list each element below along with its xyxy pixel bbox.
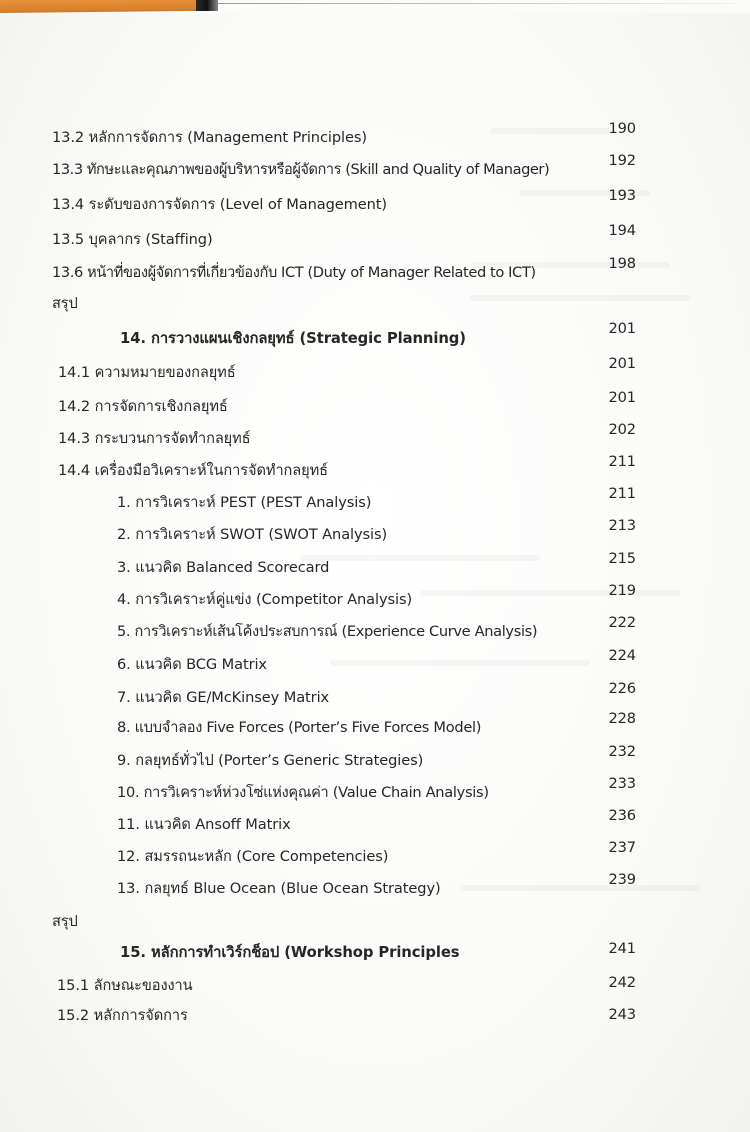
toc-entry-page: 201 <box>608 320 636 337</box>
toc-entry-label: 6. แนวคิด BCG Matrix <box>117 656 267 673</box>
toc-chapter-label: 14. การวางแผนเชิงกลยุทธ์ (Strategic Planning) <box>120 330 466 347</box>
toc-entry-label: 14.1 ความหมายของกลยุทธ์ <box>58 364 236 381</box>
toc-entry-page: 211 <box>608 453 636 470</box>
page-top-edge <box>218 3 738 4</box>
toc-entry[interactable] <box>0 187 750 221</box>
toc-entry[interactable] <box>0 255 750 289</box>
toc-summary[interactable] <box>0 292 750 320</box>
toc-entry[interactable] <box>0 453 750 487</box>
toc-entry-label: 13.6 หน้าที่ของผู้จัดการที่เกี่ยวข้องกับ ICT (Duty of Manager Related to ICT) <box>52 264 536 281</box>
toc-entry-page: 215 <box>608 550 636 567</box>
toc-entry-page: 237 <box>608 839 636 856</box>
toc-entry-label: 5. การวิเคราะห์เส้นโค้งประสบการณ์ (Experience Curve Analysis) <box>117 623 538 640</box>
toc-entry-label: 12. สมรรถนะหลัก (Core Competencies) <box>117 848 389 865</box>
spine-shadow <box>196 0 218 11</box>
toc-entry[interactable] <box>0 120 750 154</box>
toc-entry-label: 15.1 ลักษณะของงาน <box>57 977 193 994</box>
toc-entry-label: 3. แนวคิด Balanced Scorecard <box>117 559 330 576</box>
toc-entry[interactable] <box>0 222 750 256</box>
toc-subentry[interactable] <box>0 614 750 648</box>
toc-subentry[interactable] <box>0 839 750 873</box>
toc-entry-page: 241 <box>608 940 636 957</box>
toc-entry-page: 226 <box>608 680 636 697</box>
book-cover-edge <box>0 0 205 13</box>
toc-entry-label: 9. กลยุทธ์ทั่วไป (Porter’s Generic Strategies) <box>117 752 424 769</box>
toc-entry[interactable] <box>0 389 750 423</box>
toc-entry-page: 202 <box>608 421 636 438</box>
toc-entry-label: 4. การวิเคราะห์คู่แข่ง (Competitor Analysis) <box>117 591 413 608</box>
toc-summary[interactable] <box>0 910 750 938</box>
toc-entry[interactable] <box>0 152 750 186</box>
toc-entry-label: 14.4 เครื่องมือวิเคราะห์ในการจัดทำกลยุทธ์ <box>58 462 328 479</box>
toc-entry-label: 1. การวิเคราะห์ PEST (PEST Analysis) <box>117 494 372 511</box>
toc-entry-page: 213 <box>608 517 636 534</box>
toc-subentry[interactable] <box>0 582 750 616</box>
toc-entry-page: 190 <box>608 120 636 137</box>
toc-entry-page: 228 <box>608 710 636 727</box>
toc-entry-label: 14.3 กระบวนการจัดทำกลยุทธ์ <box>58 430 251 447</box>
toc-subentry[interactable] <box>0 807 750 841</box>
toc-summary-label: สรุป <box>52 913 78 930</box>
toc-entry-page: 211 <box>608 485 636 502</box>
toc-subentry[interactable] <box>0 710 750 744</box>
toc-entry-label: 13.4 ระดับของการจัดการ (Level of Management) <box>52 196 388 213</box>
toc-entry-page: 194 <box>608 222 636 239</box>
toc-subentry[interactable] <box>0 550 750 584</box>
toc-subentry[interactable] <box>0 775 750 809</box>
toc-entry-label: 13.5 บุคลากร (Staffing) <box>52 231 213 248</box>
toc-entry-page: 243 <box>608 1006 636 1023</box>
toc-summary-label: สรุป <box>52 295 78 312</box>
toc-entry-page: 242 <box>608 974 636 991</box>
toc-subentry[interactable] <box>0 517 750 551</box>
toc-entry-label: 13.2 หลักการจัดการ (Management Principles) <box>52 129 367 146</box>
toc-entry-page: 232 <box>608 743 636 760</box>
toc-entry-label: 7. แนวคิด GE/McKinsey Matrix <box>117 689 330 706</box>
toc-entry[interactable] <box>0 421 750 455</box>
toc-entry[interactable] <box>0 355 750 389</box>
toc-entry[interactable] <box>0 1004 750 1032</box>
toc-entry-page: 201 <box>608 389 636 406</box>
toc-entry-label: 2. การวิเคราะห์ SWOT (SWOT Analysis) <box>117 526 388 543</box>
toc-entry-label: 14.2 การจัดการเชิงกลยุทธ์ <box>58 398 228 415</box>
toc-entry-page: 192 <box>608 152 636 169</box>
toc-subentry[interactable] <box>0 743 750 777</box>
toc-subentry[interactable] <box>0 871 750 905</box>
toc-entry-label: 13. กลยุทธ์ Blue Ocean (Blue Ocean Strategy) <box>117 880 441 897</box>
toc-entry-label: 8. แบบจำลอง Five Forces (Porter’s Five Forces Model) <box>117 719 482 736</box>
toc-subentry[interactable] <box>0 647 750 681</box>
toc-chapter[interactable] <box>0 940 750 968</box>
toc-entry[interactable] <box>0 974 750 1002</box>
toc-entry-page: 198 <box>608 255 636 272</box>
toc-entry-page: 222 <box>608 614 636 631</box>
toc-entry-label: 15.2 หลักการจัดการ <box>57 1007 188 1024</box>
toc-subentry[interactable] <box>0 485 750 519</box>
toc-entry-label: 13.3 ทักษะและคุณภาพของผู้บริหารหรือผู้จัดการ (Skill and Quality of Manager) <box>52 161 550 178</box>
toc-chapter-label: 15. หลักการทำเวิร์กช็อป (Workshop Principles <box>120 944 460 961</box>
toc-entry-label: 11. แนวคิด Ansoff Matrix <box>117 816 291 833</box>
toc-entry-label: 10. การวิเคราะห์ห่วงโซ่แห่งคุณค่า (Value Chain Analysis) <box>117 784 489 801</box>
toc-entry-page: 236 <box>608 807 636 824</box>
toc-entry-page: 239 <box>608 871 636 888</box>
toc-entry-page: 224 <box>608 647 636 664</box>
toc-entry-page: 193 <box>608 187 636 204</box>
toc-subentry[interactable] <box>0 680 750 714</box>
toc-entry-page: 201 <box>608 355 636 372</box>
toc-chapter[interactable] <box>0 320 750 354</box>
toc-entry-page: 219 <box>608 582 636 599</box>
toc-entry-page: 233 <box>608 775 636 792</box>
